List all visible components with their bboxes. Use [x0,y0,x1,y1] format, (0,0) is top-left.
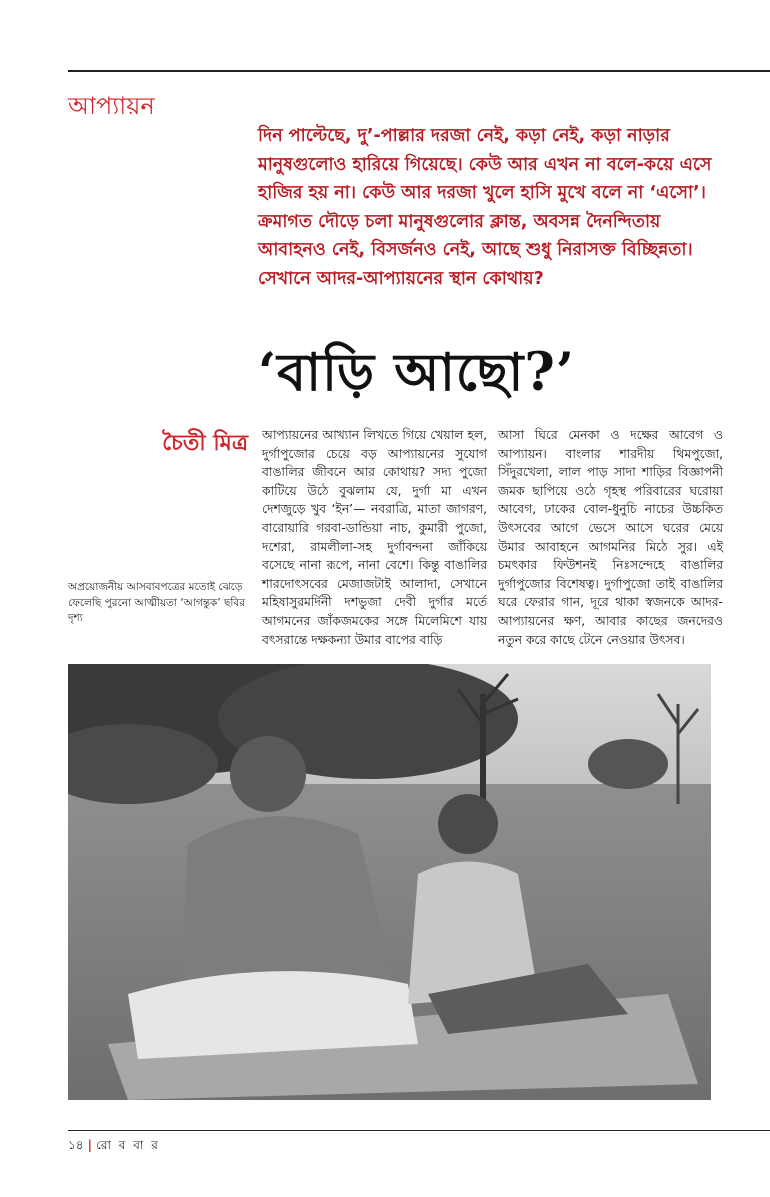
film-still-illustration [68,664,711,1100]
page-footer [68,1137,160,1157]
bottom-rule [68,1130,770,1131]
page-number: ১৪ [68,1138,84,1152]
intro-standfirst: দিন পাল্টেছে, দু’-পাল্লার দরজা নেই, কড়া নেই, কড়া নাড়ার মানুষগুলোও হারিয়ে গিয়েছে। কেউ আর এখন না বলে-কয়ে এসে হাজির হয় না। কেউ আর দরজা খুলে হাসি মুখে বলে না ‘এসো’। ক্রমাগত দৌড়ে চলা মানুষগুলোর ক্লান্ত, অবসন্ন দৈনন্দিতায় আবাহনও নেই, বিসর্জনও নেই, আছে শুধু নিরাসক্ত বিচ্ছিন্নতা। সেখানে আদর-আপ্যায়নের স্থান কোথায়? [258,126,712,289]
footer-separator: | [87,1138,92,1152]
body-column-2: আসা ঘিরে মেনকা ও দক্ষের আবেগ ও আপ্যায়ন। বাংলার শারদীয় থিমপুজো, সিঁদুরখেলা, লাল পাড় সাদা শাড়ির বিজ্ঞাপনী জমক ছাপিয়ে ওঠে গৃহস্থ পরিবারের ঘরোয়া আবেগ, ঢাকের বোল-ধুনুচি নাচের উচ্চকিত উৎসবের আগে ভেসে আসে ঘরের মেয়ে উমার আবাহনে আগমনির মিঠে সুর। এই চমৎকার ফিউশনই নিঃসন্দেহে বাঙালির দুর্গাপুজোর বিশেষত্ব। দুর্গাপুজো তাই বাঙালির ঘরে ফেরার গান, দূরে থাকা স্বজনকে আদর-আপ্যায়নের ক্ষণ, আবার কাছের জনদেরও নতুন করে কাছে টেনে নেওয়ার উৎসব। [498,428,723,647]
section-label: আপ্যায়ন [68,92,155,120]
top-rule [68,70,770,72]
author-byline: চৈতী মিত্র [162,431,248,456]
photo-caption: অপ্রয়োজনীয় আসবাবপত্রের মতোই ঝেড়ে ফেলেছি পুরনো আত্মীয়তা ‘আগন্তুক’ ছবির দৃশ্য [68,581,245,624]
body-column-1: আপ্যায়নের আখ্যান লিখতে গিয়ে খেয়াল হল, দুর্গাপুজোর চেয়ে বড় আপ্যায়নের সুযোগ বাঙালির জীবনে আর কোথায়? সদ্য পুজো কাটিয়ে উঠে বুঝলাম যে, দুর্গা মা এখন দেশজুড়ে খুব ‘ইন’— নবরাত্রি, মাতা জাগরণ, বারোয়ারি গরবা-ডান্ডিয়া নাচ, কুমারী পুজো, দশেরা, রামলীলা-সহ দুর্গাবন্দনা জাঁকিয়ে বসেছে নানা রূপে, নানা বেশে। কিন্তু বাঙালির শারদোৎসবের মেজাজটাই আলাদা, সেখানে মহিষাসুরমর্দিনী দশভুজা দেবী দুর্গার মর্তে আগমনের জাঁকজমকের সঙ্গে মিলেমিশে যায় বৎসরান্তে দক্ষকন্যা উমার বাপের বাড়ি [262,428,487,647]
magazine-name: রো ব বা র [95,1138,160,1152]
film-still-photo [68,664,711,1100]
headline: ‘বাড়ি আছো?’ [258,342,575,403]
